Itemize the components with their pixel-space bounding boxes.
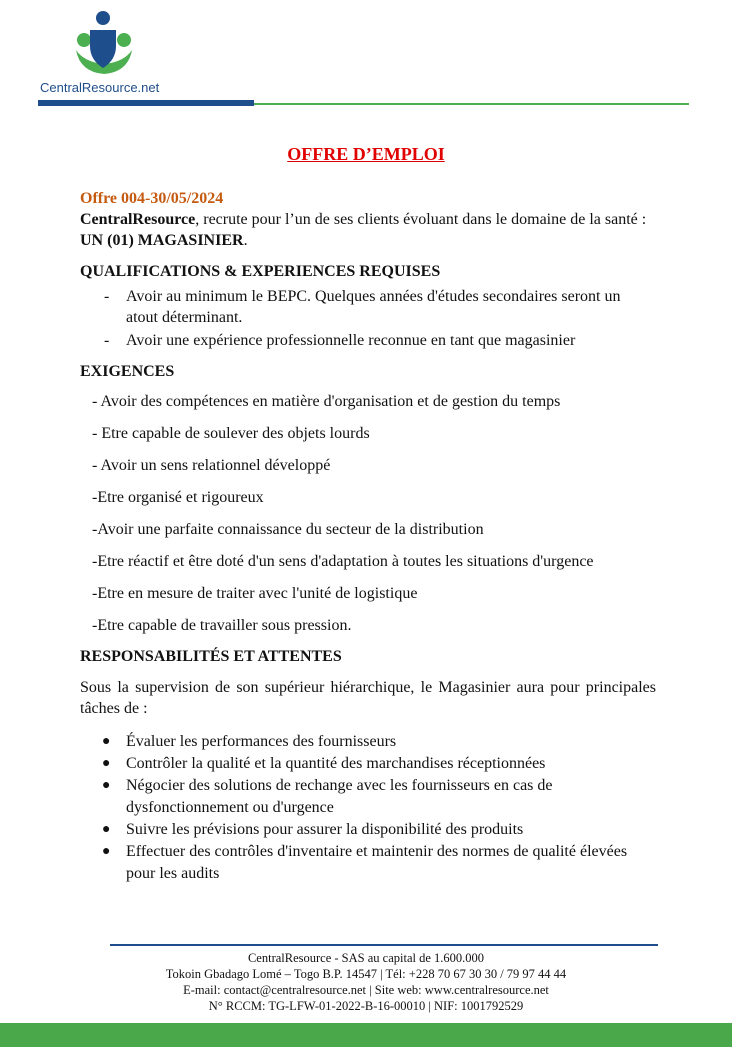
list-item: ● Contrôler la qualité et la quantité des marchandises réceptionnées	[102, 755, 546, 772]
list-item: - Avoir au minimum le BEPC. Quelques années d'études secondaires seront un atout déterminant.	[104, 288, 621, 326]
qualifications-list	[80, 286, 656, 351]
offer-reference: Offre 004-30/05/2024	[80, 190, 224, 207]
list-item: ● Suivre les prévisions pour assurer la disponibilité des produits	[102, 821, 524, 838]
exigences-list	[80, 391, 656, 636]
list-item: - Avoir des compétences en matière d'organisation et de gestion du temps	[92, 393, 561, 410]
page-title: OFFRE D’EMPLOI	[287, 144, 445, 164]
list-item: - Avoir un sens relationnel développé	[92, 457, 331, 474]
intro-text: , recrute pour l’un de ses clients évoluant dans le domaine de la santé :	[195, 211, 647, 228]
list-item: -Etre réactif et être doté d'un sens d'adaptation à toutes les situations d'urgence	[92, 553, 594, 570]
offer-intro	[80, 209, 656, 251]
list-item: - Avoir une expérience professionnelle reconnue en tant que magasinier	[104, 332, 576, 349]
intro-end: .	[243, 232, 248, 249]
list-item: -Etre organisé et rigoureux	[92, 489, 264, 506]
task-text: Suivre les prévisions pour assurer la disponibilité des produits	[126, 821, 524, 838]
task-text: Négocier des solutions de rechange avec les fournisseurs en cas de dysfonctionnement ou d'urgence	[126, 777, 553, 816]
company-name: CentralResource	[80, 211, 196, 228]
logo-text: CentralResource.net	[40, 80, 160, 95]
footer	[0, 950, 732, 1014]
list-item: -Etre capable de travailler sous pression.	[92, 617, 352, 634]
footer-bar-green	[0, 1023, 732, 1047]
list-item: ● Négocier des solutions de rechange avec les fournisseurs en cas de dysfonctionnement ou d'urgence	[102, 777, 553, 816]
qualification-text: Avoir une expérience professionnelle reconnue en tant que magasinier	[126, 332, 576, 349]
responsabilites-heading: RESPONSABILITÉS ET ATTENTES	[80, 648, 342, 665]
list-item: -Avoir une parfaite connaissance du secteur de la distribution	[92, 521, 484, 538]
footer-divider	[110, 944, 658, 946]
list-item: ● Effectuer des contrôles d'inventaire et maintenir des normes de qualité élevées pour les audits	[102, 843, 628, 882]
qualification-text: Avoir au minimum le BEPC. Quelques années d'études secondaires seront un atout déterminant.	[126, 288, 621, 326]
header-bar-green	[254, 103, 689, 105]
footer-address: Tokoin Gbadago Lomé – Togo B.P. 14547 | Tél: +228 70 67 30 30 / 79 97 44 44	[165, 967, 567, 981]
list-item: - Etre capable de soulever des objets lourds	[92, 425, 370, 442]
qualifications-heading: QUALIFICATIONS & EXPERIENCES REQUISES	[80, 263, 441, 280]
footer-company: CentralResource - SAS au capital de 1.600.000	[247, 951, 485, 965]
people-shield-icon	[72, 10, 136, 76]
footer-registration: N° RCCM: TG-LFW-01-2022-B-16-00010 | NIF: 1001792529	[208, 999, 524, 1013]
exigences-heading: EXIGENCES	[80, 363, 175, 380]
list-item: ● Évaluer les performances des fournisseurs	[102, 733, 397, 750]
task-text: Évaluer les performances des fournisseurs	[126, 733, 397, 750]
responsabilites-intro: Sous la supervision de son supérieur hiérarchique, le Magasinier aura pour principales tâches de :	[80, 679, 656, 717]
position-title: UN (01) MAGASINIER	[80, 232, 244, 249]
responsabilites-list	[80, 731, 656, 885]
list-item: -Etre en mesure de traiter avec l'unité de logistique	[92, 585, 418, 602]
footer-contact: E-mail: contact@centralresource.net | Site web: www.centralresource.net	[183, 983, 549, 997]
header-bar-blue	[38, 100, 254, 106]
task-text: Contrôler la qualité et la quantité des marchandises réceptionnées	[126, 755, 546, 772]
task-text: Effectuer des contrôles d'inventaire et maintenir des normes de qualité élevées pour les audits	[126, 843, 628, 882]
document-body	[80, 188, 656, 885]
company-logo	[40, 8, 180, 98]
